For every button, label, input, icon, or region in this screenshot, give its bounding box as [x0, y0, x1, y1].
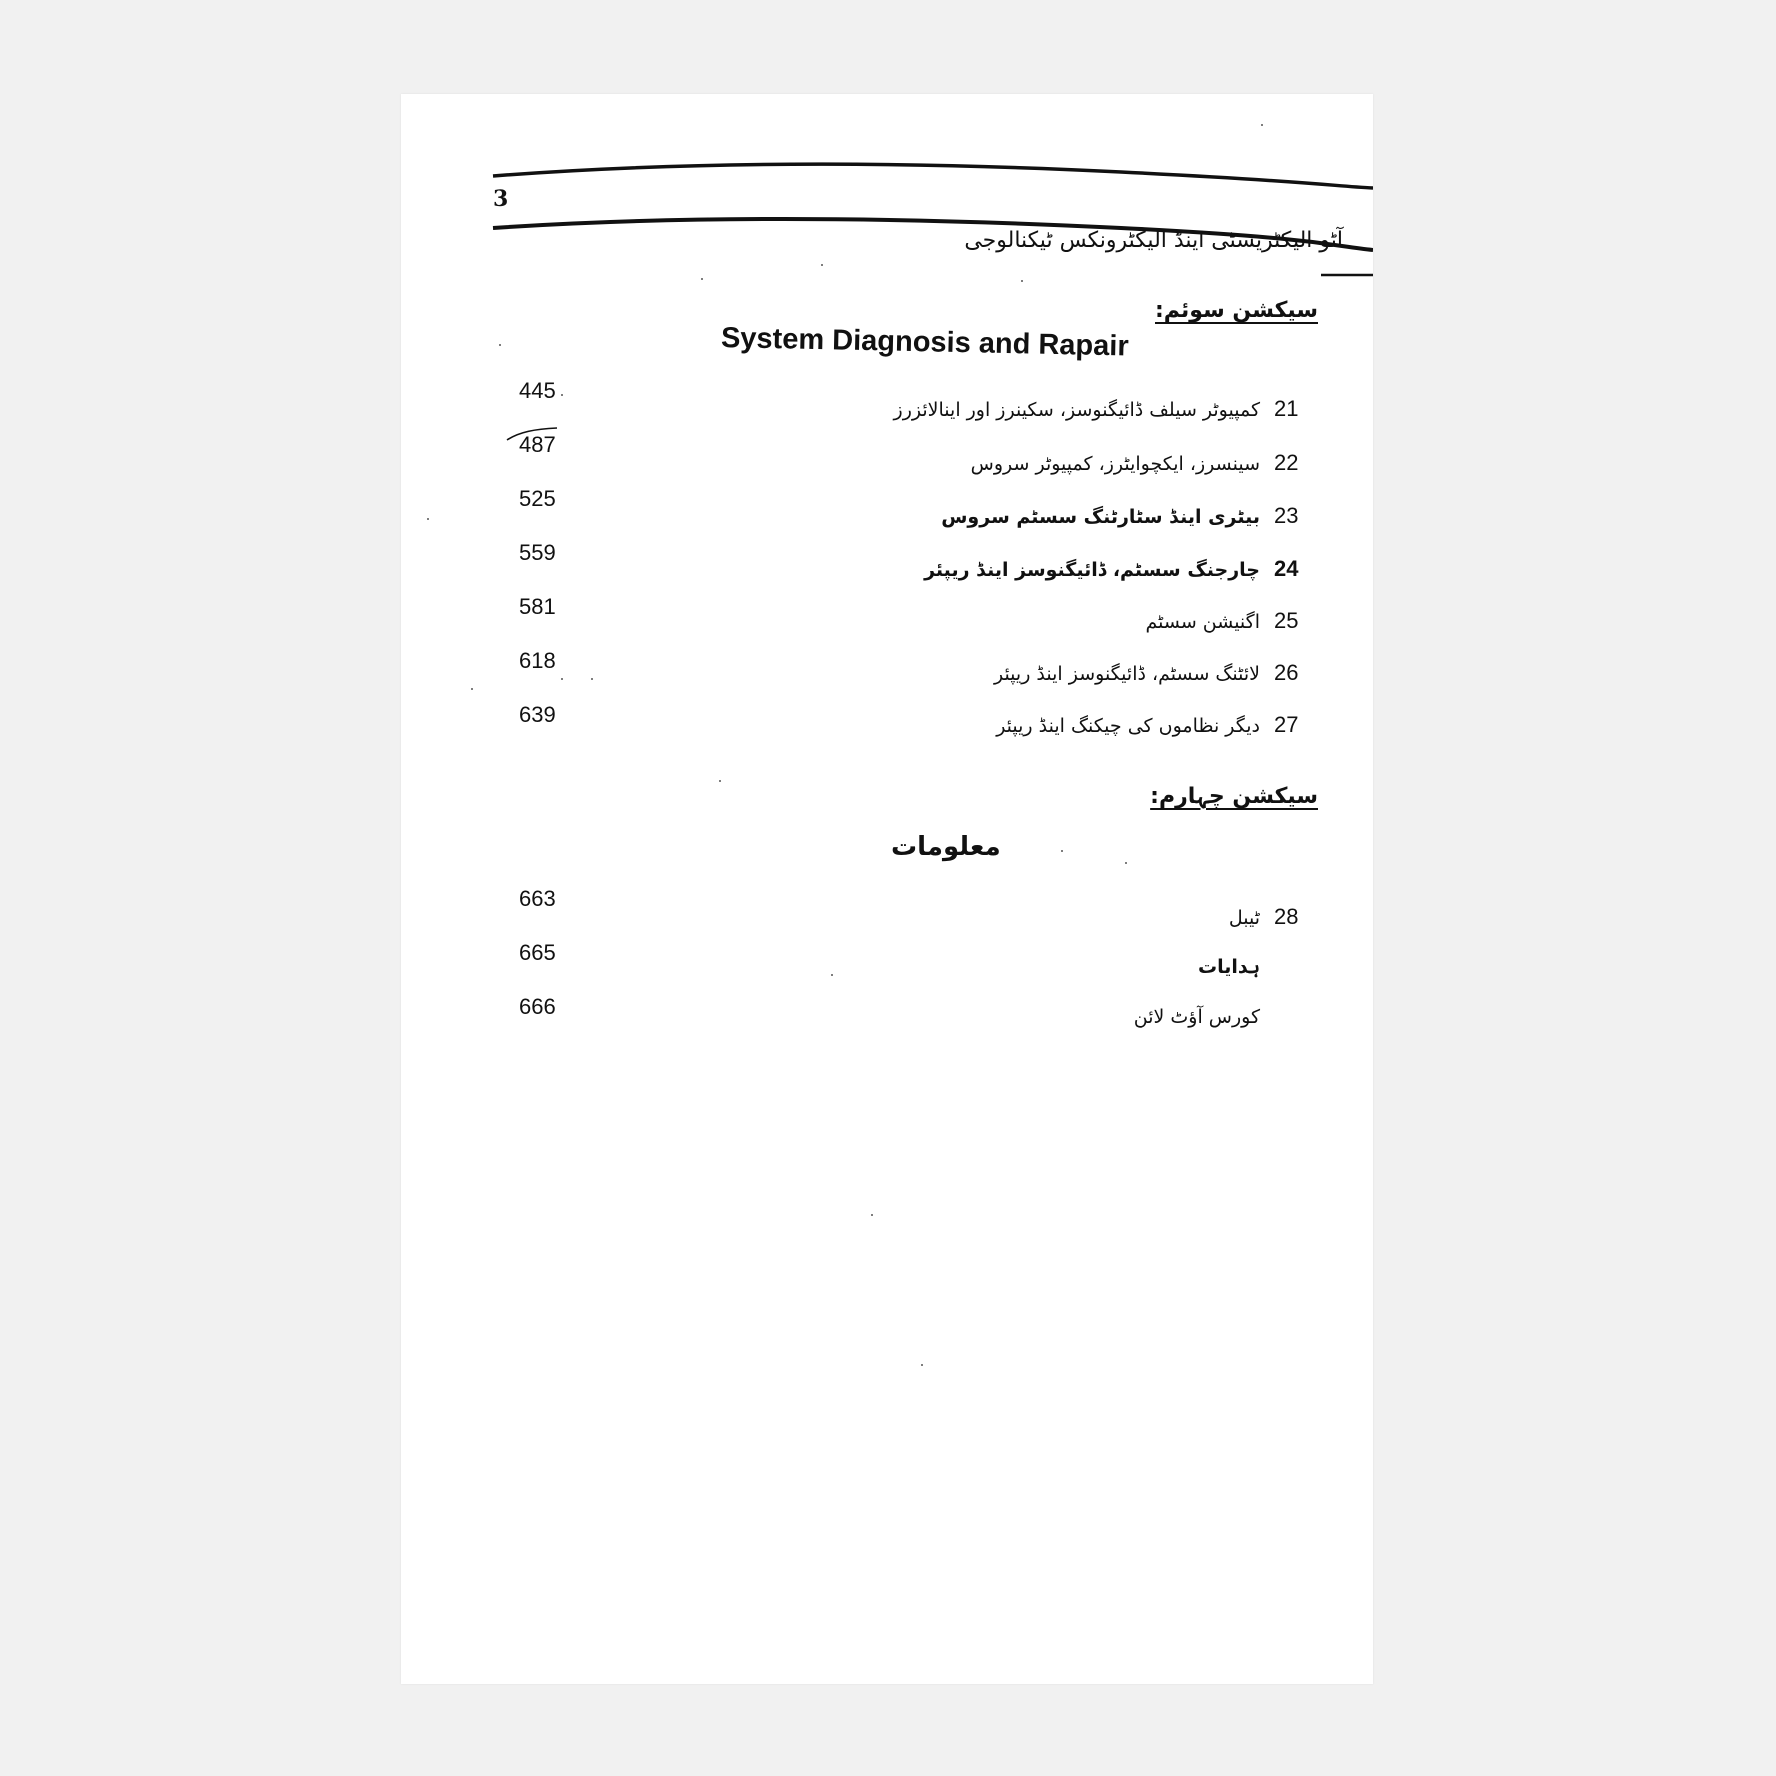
chapter-number: 27: [1274, 712, 1299, 737]
scan-speck: [1061, 850, 1063, 852]
scan-speck: [821, 264, 823, 266]
scan-speck: [1021, 280, 1023, 282]
chapter-title: دیگر نظاموں کی چیکنگ اینڈ ریپئر: [996, 715, 1260, 737]
pen-mark: [505, 426, 561, 446]
scan-speck: [561, 678, 563, 680]
header-rules: [401, 94, 1373, 294]
section-4-heading: سیکشن چہارم:: [1150, 784, 1318, 809]
chapter-number: 21: [1274, 396, 1299, 421]
chapter-title: ٹیبل: [1228, 907, 1260, 929]
page-number: 3: [493, 186, 509, 212]
toc-entry: [941, 503, 1318, 529]
page-ref: 581: [519, 594, 556, 619]
toc-entry: [1229, 904, 1318, 930]
toc-entry: [971, 450, 1318, 476]
chapter-number: 24: [1274, 556, 1299, 581]
scan-speck: [471, 688, 473, 690]
chapter-title: سینسرز، ایکچوایٹرز، کمپیوٹر سروس: [970, 453, 1260, 475]
scan-speck: [1261, 124, 1263, 126]
page-ref: 665: [519, 940, 556, 965]
scan-speck: [427, 518, 429, 520]
chapter-title: اگنیشن سسٹم: [1145, 611, 1260, 633]
scan-speck: [591, 678, 593, 680]
chapter-number: 25: [1274, 608, 1299, 633]
section-3-title: System Diagnosis and Rapair: [720, 322, 1130, 363]
scan-speck: [921, 1364, 923, 1366]
scan-speck: [831, 974, 833, 976]
toc-entry: [996, 712, 1318, 738]
scanned-page: [401, 94, 1373, 1684]
toc-entry: [994, 660, 1318, 686]
scan-speck: [701, 278, 703, 280]
page-ref: 663: [519, 886, 556, 911]
toc-entry: [894, 396, 1318, 422]
chapter-title: چارجنگ سسٹم، ڈائیگنوسز اینڈ ریپئر: [924, 559, 1260, 581]
section-4-title: معلومات: [891, 832, 1001, 862]
chapter-title: ہدایات: [1198, 956, 1260, 978]
toc-entry: [1198, 956, 1318, 978]
chapter-title: کورس آؤٹ لائن: [1133, 1006, 1260, 1028]
scan-speck: [561, 394, 563, 396]
page-ref: 445: [519, 378, 556, 403]
chapter-title: کمپیوٹر سیلف ڈائیگنوسز، سکینرز اور اینالائزرز: [893, 399, 1260, 421]
chapter-number: 26: [1274, 660, 1299, 685]
book-title: آٹو الیکٹریسٹی اینڈ الیکٹرونکس ٹیکنالوجی: [964, 228, 1343, 253]
chapter-title: بیٹری اینڈ سٹارٹنگ سسٹم سروس: [941, 506, 1260, 528]
scan-speck: [719, 780, 721, 782]
chapter-number: 23: [1274, 503, 1299, 528]
scan-speck: [871, 1214, 873, 1216]
page-ref: 525: [519, 486, 556, 511]
chapter-number: 22: [1274, 450, 1299, 475]
page-ref: 639: [519, 702, 556, 727]
chapter-number: 28: [1274, 904, 1299, 929]
section-3-heading: سیکشن سوئم:: [1155, 298, 1318, 323]
page-ref: 487: [519, 432, 556, 457]
toc-entry: [924, 556, 1318, 582]
chapter-title: لائٹنگ سسٹم، ڈائیگنوسز اینڈ ریپئر: [993, 663, 1260, 685]
page-ref: 666: [519, 994, 556, 1019]
toc-entry: [1134, 1006, 1318, 1028]
toc-entry: [1146, 608, 1319, 634]
page-ref: 618: [519, 648, 556, 673]
scan-speck: [1125, 862, 1127, 864]
scan-speck: [499, 344, 501, 346]
page-ref: 559: [519, 540, 556, 565]
